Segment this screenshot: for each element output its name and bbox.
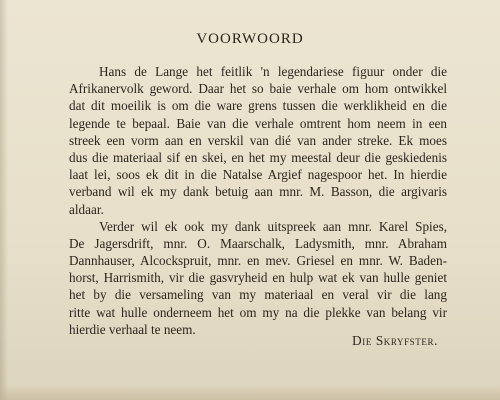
text-line: Afrikanervolk geword. Daar het so baie verhale om hom ontwikkel: [69, 81, 447, 97]
text-line: Hans de Lange het feitlik 'n legendariese figuur onder die: [99, 64, 447, 79]
text-line: Dannhauser, Alcockspruit, mnr. en mev. Griesel en mnr. W. Baden-: [69, 253, 447, 269]
text-line: dat dit moeilik is om die ware grens tussen die werklikheid en die: [69, 98, 447, 114]
text-line: streek een vorm aan en verskil van dié van ander streke. Ek moes: [69, 132, 447, 148]
foreword-body: [69, 63, 447, 338]
text-line: horst, Harrismith, vir die gasvryheid en hulp wat ek van hulle geniet: [69, 270, 447, 286]
text-line: hierdie verhaal te neem.: [69, 321, 196, 337]
text-line: De Jagersdrift, mnr. O. Maarschalk, Ladysmith, mnr. Abraham: [69, 235, 447, 251]
text-line: dus die materiaal sif en skei, en het my meestal deur die geskiedenis: [69, 149, 447, 165]
paragraph-2: [69, 218, 447, 338]
paragraph-1: [69, 63, 447, 218]
page-title: VOORWOORD: [196, 31, 304, 47]
author-signature: Die Skryfster.: [352, 333, 438, 348]
text-line: legende te bepaal. Baie van die verhale omtrent hom neem in een: [69, 115, 447, 131]
text-line: Verder wil ek ook my dank uitspreek aan mnr. Karel Spies,: [99, 218, 447, 234]
text-line: laat lei, soos ek dit in die Natalse Argief nagespoor het. In hierdie: [69, 167, 447, 183]
text-line: verband wil ek my dank betuig aan mnr. M. Basson, die argivaris: [69, 184, 447, 200]
text-line: het by die versameling van my materiaal en veral vir die lang: [69, 287, 447, 303]
text-line: ritte wat hulle onderneem het om my na die plekke van belang vir: [69, 304, 447, 320]
text-line: aldaar.: [69, 201, 104, 217]
page-bottom-edge: [0, 385, 500, 400]
